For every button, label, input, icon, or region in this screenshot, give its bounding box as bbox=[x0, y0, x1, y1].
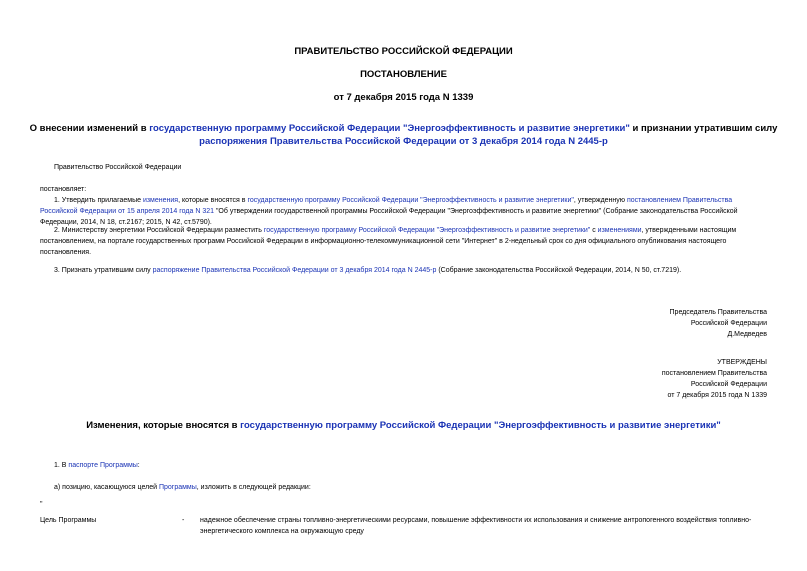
title-order-link[interactable]: распоряжения Правительства Российской Федерации от 3 декабря 2014 года N 2445-р bbox=[199, 136, 608, 147]
government-heading: ПРАВИТЕЛЬСТВО РОССИЙСКОЙ ФЕДЕРАЦИИ bbox=[294, 46, 513, 57]
goal-text bbox=[200, 515, 760, 537]
passport-item bbox=[54, 460, 140, 471]
item-2-line-3: постановления. bbox=[40, 249, 92, 256]
document-title bbox=[0, 122, 807, 148]
signature-line-3: Д.Медведев bbox=[727, 331, 767, 338]
sub-item-a bbox=[54, 482, 311, 493]
sub-a-program-link[interactable]: Программы bbox=[158, 484, 197, 491]
changes-title-program-link[interactable]: государственную программу Российской Федерации "Энергоэффективность и развитие энергетики" bbox=[240, 420, 721, 431]
item-1-resolution-link-1[interactable]: постановлением Правительства bbox=[626, 197, 733, 204]
approved-block bbox=[662, 357, 767, 401]
signature-line-1: Председатель Правительства bbox=[669, 309, 767, 316]
title-text-mid: и признании утратившим силу bbox=[629, 123, 778, 134]
approved-line-3: Российской Федерации bbox=[690, 381, 767, 388]
item-3-text: 3. Признать утратившим силу bbox=[54, 267, 153, 274]
document-type: ПОСТАНОВЛЕНИЕ bbox=[360, 69, 447, 80]
sub-a-text-post: , изложить в следующей редакции: bbox=[196, 484, 311, 491]
sub-a-text: а) позицию, касающуюся целей bbox=[54, 484, 159, 491]
document-date-number: от 7 декабря 2015 года N 1339 bbox=[333, 92, 474, 103]
changes-title bbox=[0, 420, 807, 431]
signature-line-2: Российской Федерации bbox=[690, 320, 767, 327]
signature-block bbox=[670, 307, 767, 340]
item-2-program-link[interactable]: государственную программу Российской Федерации "Энергоэффективность и развитие энергетики" bbox=[263, 227, 591, 234]
item-2 bbox=[40, 225, 770, 258]
item-1-text-b: , которые вносятся в bbox=[178, 197, 248, 204]
item-1-text-e: (Собрание законодательства Российской bbox=[601, 208, 738, 215]
goal-dash: - bbox=[182, 517, 185, 524]
changes-title-text: Изменения, которые вносятся в bbox=[86, 420, 241, 431]
item-3 bbox=[54, 265, 681, 276]
item-1-program-link[interactable]: государственную программу Российской Федерации "Энергоэффективность и развитие энергетики" bbox=[247, 197, 574, 204]
postanovlyaet-text: постановляет: bbox=[40, 186, 87, 193]
goal-text-line-1: надежное обеспечение страны топливно-энергетическими ресурсами, повышение эффективности их использования и снижение антропогенного воздействия топливно- bbox=[200, 517, 752, 524]
item-2-changes-link[interactable]: изменениями bbox=[597, 227, 642, 234]
item-2-text-c: , утвержденными настоящим bbox=[641, 227, 737, 234]
passport-text: 1. В bbox=[54, 462, 69, 469]
item-1-resolution-link-2[interactable]: Российской Федерации от 15 апреля 2014 года N 321 bbox=[40, 208, 214, 215]
approved-line-1: УТВЕРЖДЕНЫ bbox=[717, 359, 767, 366]
goal-text-line-2: энергетического комплекса на окружающую среду bbox=[200, 528, 364, 535]
passport-text-post: : bbox=[137, 462, 140, 469]
item-1-text: 1. Утвердить прилагаемые bbox=[54, 197, 143, 204]
item-3-order-link[interactable]: распоряжение Правительства Российской Федерации от 3 декабря 2014 года N 2445-р bbox=[152, 267, 437, 274]
item-3-text-b: (Собрание законодательства Российской Федерации, 2014, N 50, ст.7219). bbox=[436, 267, 682, 274]
item-2-text-b: с bbox=[590, 227, 598, 234]
approved-line-2: постановлением Правительства bbox=[661, 370, 767, 377]
goal-label: Цель Программы bbox=[40, 517, 97, 524]
title-text: О внесении изменений в bbox=[29, 123, 150, 134]
approved-line-4: от 7 декабря 2015 года N 1339 bbox=[667, 392, 767, 399]
item-2-text: 2. Министерству энергетики Российской Федерации разместить bbox=[54, 227, 264, 234]
item-1-changes-link[interactable]: изменения bbox=[142, 197, 179, 204]
intro-text: Правительство Российской Федерации bbox=[54, 164, 182, 171]
item-1-text-c: , утвержденную bbox=[573, 197, 627, 204]
title-program-link[interactable]: государственную программу Российской Федерации "Энергоэффективность и развитие энергетики" bbox=[149, 123, 630, 134]
item-1-text-d: "Об утверждении государственной программы Российской Федерации "Энергоэффективность и развитие энергетики" bbox=[214, 208, 602, 215]
quote-mark: " bbox=[40, 501, 43, 508]
item-1 bbox=[40, 195, 770, 228]
item-1-text-f: Федерации, 2014, N 18, ст.2167; 2015, N 42, ст.5790). bbox=[40, 219, 212, 226]
item-2-line-2: постановлением, на портале государственных программ Российской Федерации в информационно-телекоммуникационной сети "Интернет" в 2-недельный срок со дня официального опубликования настоящего bbox=[40, 238, 727, 245]
passport-link[interactable]: паспорте Программы bbox=[68, 462, 138, 469]
